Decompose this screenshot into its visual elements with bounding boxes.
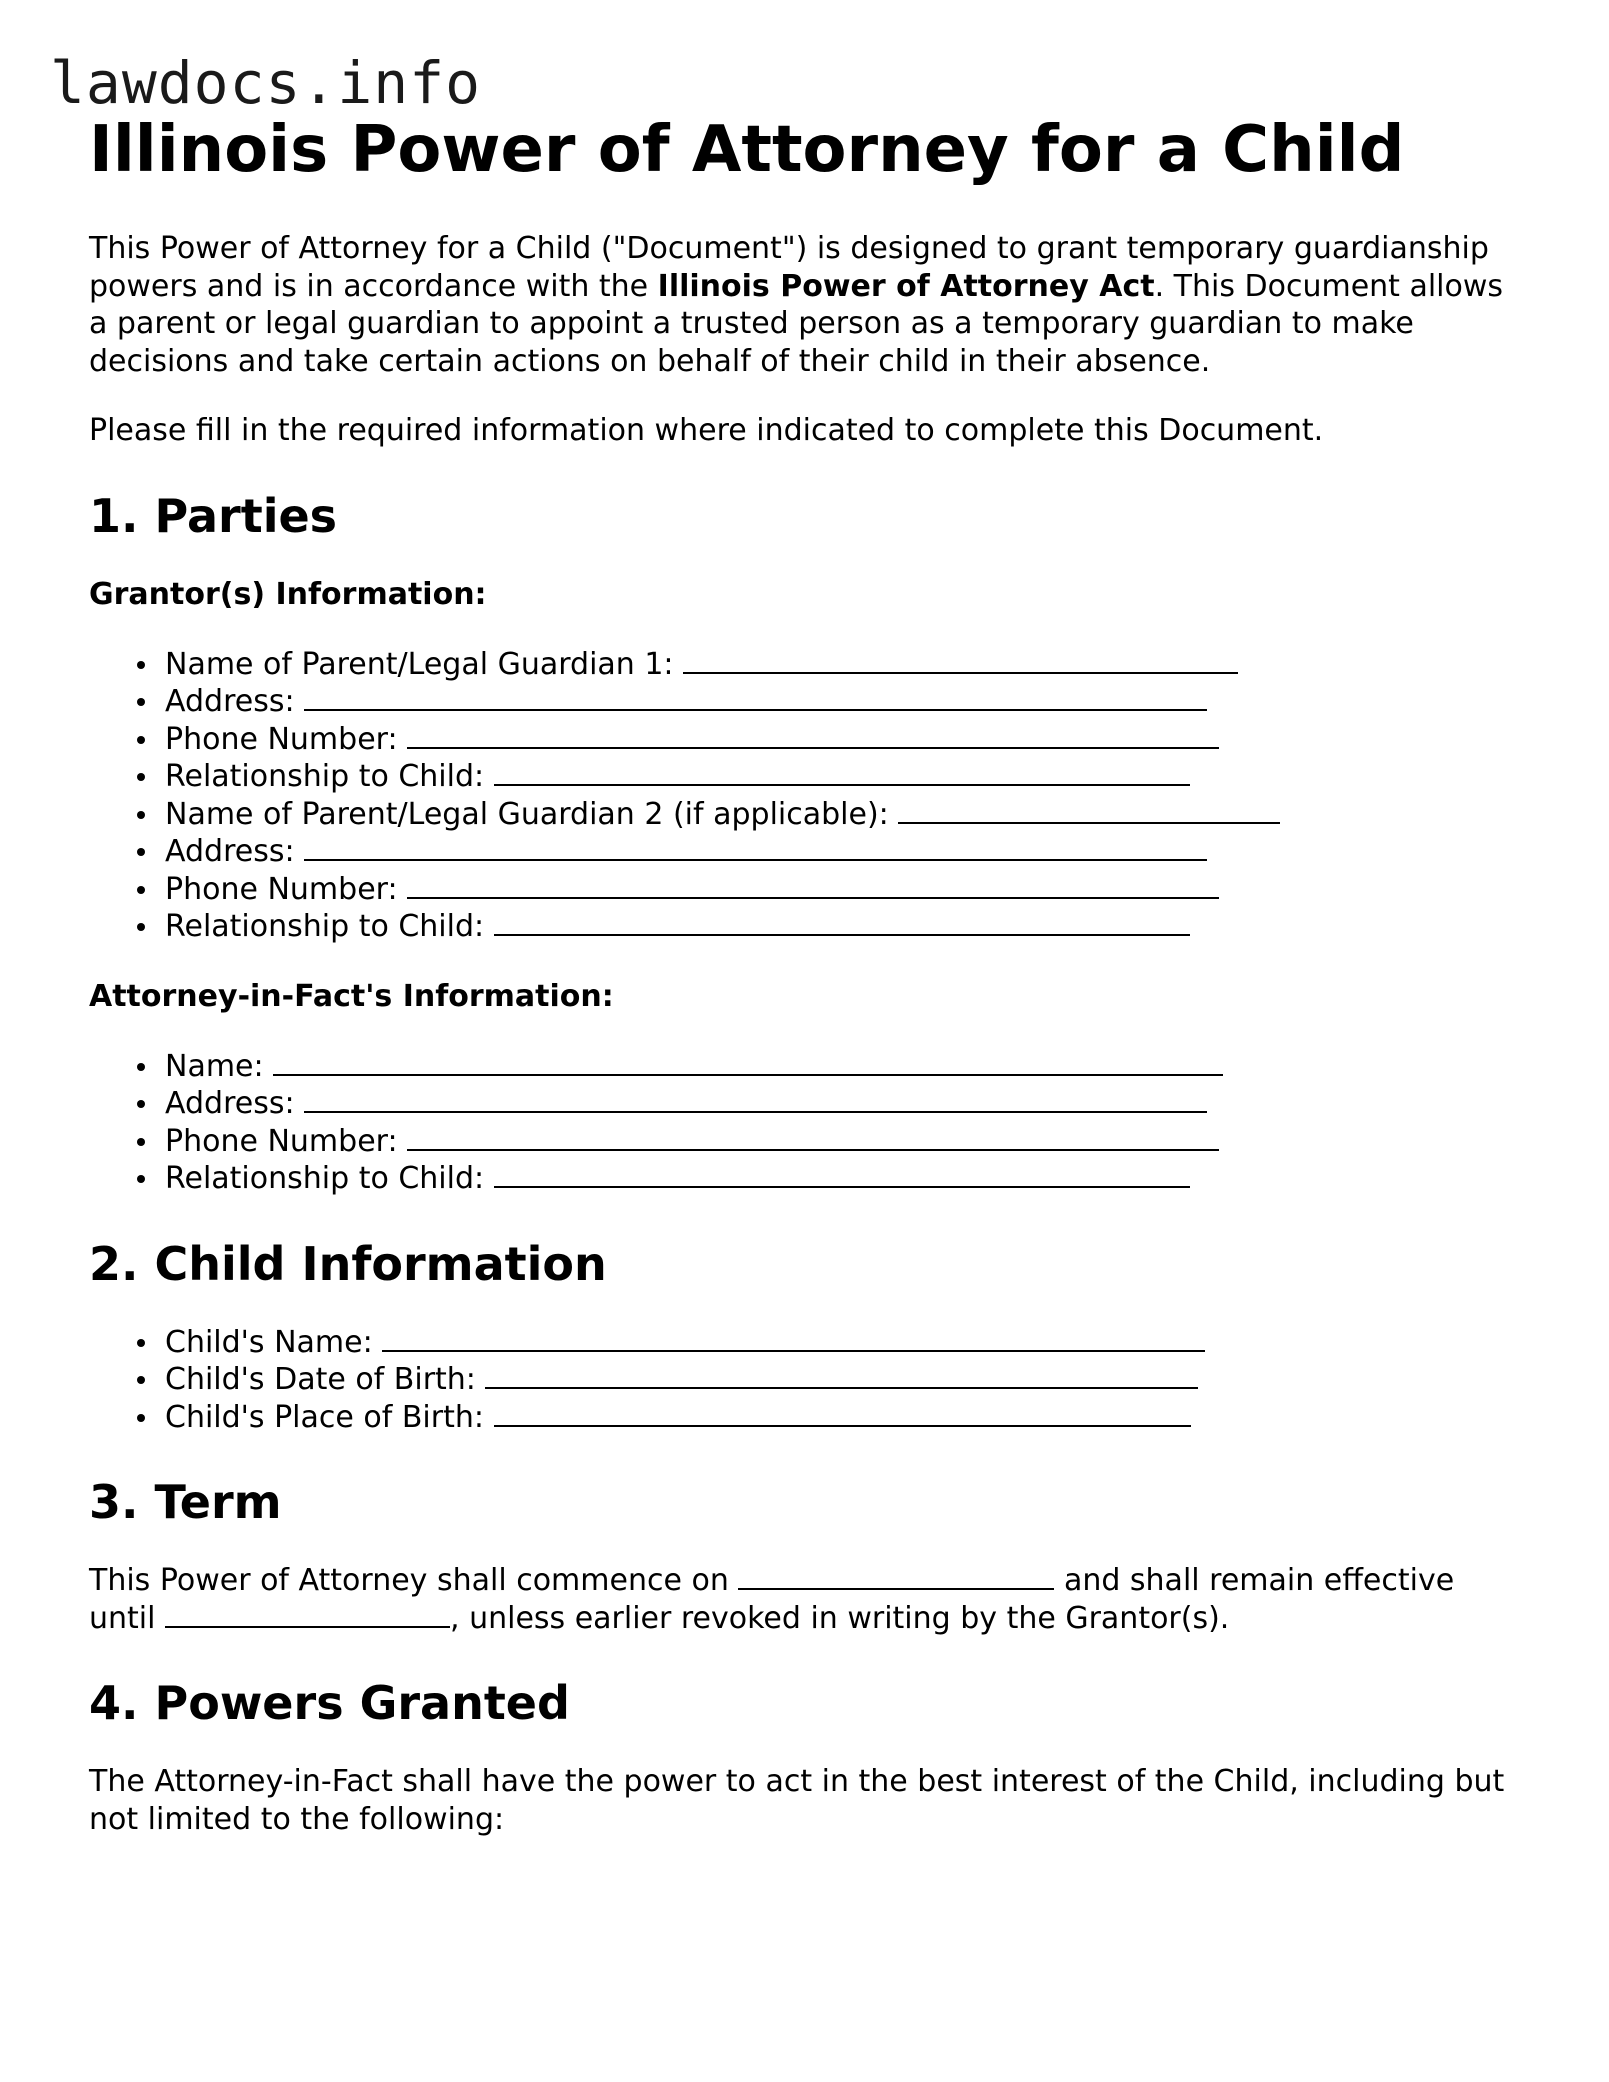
intro-text-after: . This Document allows a parent or legal guardian to appoint a trusted person as a temporary guardian to make decisions and take certain actions on behalf of their child in their absence. (89, 268, 1504, 379)
fill-in-blank[interactable] (494, 909, 1190, 936)
grantor-field-list (89, 646, 1529, 946)
term-text-revoked: , unless earlier revoked in writing by the Grantor(s). (450, 1600, 1230, 1636)
field-label: Child's Name: (165, 1324, 373, 1360)
field-label: Relationship to Child: (165, 759, 485, 794)
field-label: Name: (165, 1048, 264, 1084)
end-date-blank[interactable] (165, 1601, 450, 1628)
field-label: Name of Parent/Legal Guardian 1: (165, 646, 674, 682)
field-label: Phone Number: (165, 721, 398, 757)
fill-in-blank[interactable] (407, 872, 1219, 899)
grantor-field-parent1-relationship (165, 758, 1529, 796)
child-field-name (165, 1324, 1529, 1362)
grantor-field-parent2-phone (165, 871, 1529, 909)
fill-in-blank[interactable] (494, 1400, 1191, 1427)
grantor-field-parent1-address (165, 683, 1529, 721)
term-paragraph (89, 1562, 1529, 1637)
fill-in-blank[interactable] (273, 1049, 1223, 1076)
attorney-info-heading: Attorney-in-Fact's Information: (89, 978, 614, 1014)
grantor-field-parent1-phone (165, 721, 1529, 759)
fill-in-blank[interactable] (304, 684, 1207, 711)
fill-in-blank[interactable] (494, 759, 1190, 786)
section-heading-powers-granted: 4. Powers Granted (89, 1676, 570, 1730)
field-label: Phone Number: (165, 871, 398, 907)
intro-paragraph (89, 230, 1529, 380)
attorney-field-list (89, 1048, 1529, 1198)
fill-in-blank[interactable] (407, 722, 1219, 749)
attorney-field-relationship (165, 1160, 1529, 1198)
grantor-field-parent2-name (165, 796, 1529, 834)
child-field-place-of-birth (165, 1399, 1529, 1437)
attorney-field-address (165, 1085, 1529, 1123)
section-heading-term: 3. Term (89, 1475, 282, 1529)
fill-in-blank[interactable] (382, 1325, 1205, 1352)
site-watermark: lawdocs.info (50, 49, 482, 117)
field-label: Address: (165, 1086, 295, 1121)
child-field-list (89, 1324, 1529, 1437)
powers-paragraph: The Attorney-in-Fact shall have the power to act in the best interest of the Child, including but not limited to the following: (89, 1764, 1505, 1837)
document-page (89, 110, 1529, 1870)
grantor-info-heading: Grantor(s) Information: (89, 576, 487, 612)
grantor-field-parent2-address (165, 833, 1529, 871)
field-label: Child's Place of Birth: (165, 1399, 484, 1435)
commence-date-blank[interactable] (738, 1563, 1054, 1590)
fill-in-blank[interactable] (407, 1124, 1219, 1151)
field-label: Child's Date of Birth: (165, 1362, 476, 1397)
fill-in-blank[interactable] (683, 647, 1238, 674)
field-label: Address: (165, 834, 295, 869)
section-heading-parties: 1. Parties (89, 488, 338, 543)
fill-in-blank[interactable] (485, 1362, 1198, 1389)
fill-in-blank[interactable] (494, 1161, 1190, 1188)
grantor-field-parent2-relationship (165, 908, 1529, 946)
instruction-paragraph: Please fill in the required information where indicated to complete this Document. (89, 413, 1324, 448)
field-label: Name of Parent/Legal Guardian 2 (if applicable): (165, 796, 889, 832)
term-text-commence: This Power of Attorney shall commence on (89, 1563, 729, 1598)
attorney-field-phone (165, 1123, 1529, 1161)
attorney-field-name (165, 1048, 1529, 1086)
fill-in-blank[interactable] (304, 834, 1207, 861)
intro-act-name: Illinois Power of Attorney Act (657, 268, 1155, 304)
term-text-effective: and shall remain effective until (89, 1563, 1455, 1636)
field-label: Relationship to Child: (165, 909, 485, 944)
fill-in-blank[interactable] (898, 797, 1280, 824)
field-label: Relationship to Child: (165, 1161, 485, 1196)
child-field-date-of-birth (165, 1361, 1529, 1399)
section-heading-child-information: 2. Child Information (89, 1236, 607, 1291)
field-label: Phone Number: (165, 1123, 398, 1159)
fill-in-blank[interactable] (304, 1086, 1207, 1113)
document-title: Illinois Power of Attorney for a Child (89, 113, 1405, 187)
intro-text-before: This Power of Attorney for a Child ("Document") is designed to grant temporary guardianship powers and is in accordance with the (89, 231, 1489, 304)
field-label: Address: (165, 684, 295, 719)
grantor-field-parent1-name (165, 646, 1529, 684)
